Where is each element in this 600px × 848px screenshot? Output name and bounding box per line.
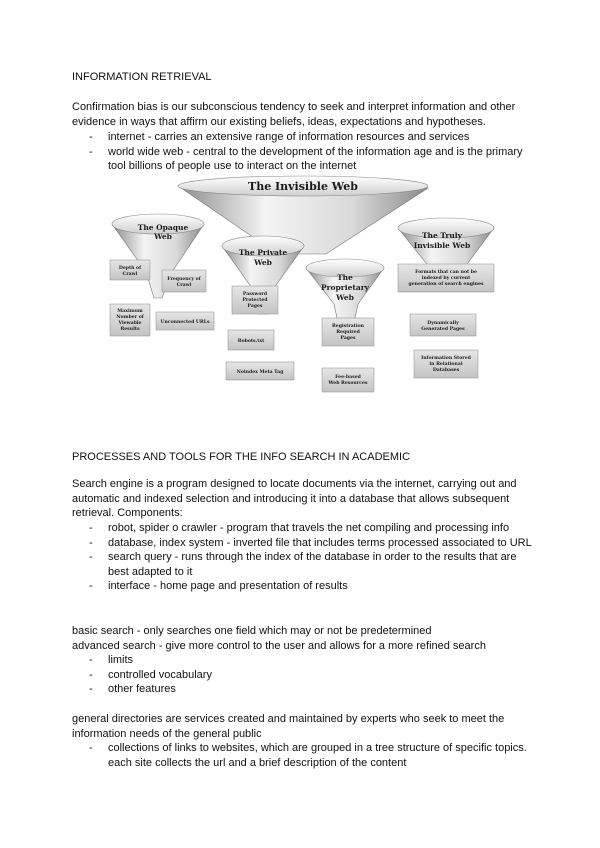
search-engine-paragraph: Search engine is a program designed to locate documents via the internet, carrying out and automatic and indexed selection and introducing it into a database that allows subsequent retrieval. Components:: [72, 478, 517, 520]
section-heading-processes-tools: PROCESSES AND TOOLS FOR THE INFO SEARCH IN ACADEMIC: [72, 451, 411, 463]
list-item: - world wide web - central to the development of the information age and is the primary tool billions of people use to interact on the internet: [72, 145, 532, 174]
svg-text:Registration: Registration: [331, 324, 365, 329]
private-title-1: The Private: [238, 248, 288, 257]
section-heading-information-retrieval: INFORMATION RETRIEVAL: [72, 71, 212, 83]
svg-text:Depth of: Depth of: [118, 266, 142, 271]
advanced-search-line: advanced search - give more control to the user and allows for a more refined search: [72, 640, 486, 652]
svg-text:Protected: Protected: [242, 298, 268, 303]
opaque-box-frequency: [162, 270, 206, 292]
basic-search-line: basic search - only searches one field which may or not be predetermined: [72, 625, 432, 637]
components-bullet-list: [72, 521, 532, 594]
list-item: - other features: [72, 682, 532, 697]
svg-text:generation of search engines: generation of search engines: [408, 282, 484, 287]
diagram-title: The Invisible Web: [248, 180, 358, 193]
svg-text:Maximum: Maximum: [117, 309, 143, 314]
svg-text:Crawl: Crawl: [176, 283, 192, 288]
main-funnel: [178, 176, 428, 254]
svg-text:Frequency of: Frequency of: [167, 277, 201, 282]
svg-text:Unconnected URLs: Unconnected URLs: [160, 320, 210, 325]
advanced-features-list: [72, 653, 532, 697]
private-box-robots: [228, 330, 274, 350]
truly-title-2: Invisible Web: [413, 241, 471, 250]
invisible-web-diagram: [108, 172, 500, 412]
opaque-title-1: The Opaque: [137, 223, 189, 232]
list-item: - controlled vocabulary: [72, 668, 532, 683]
confirmation-bias-paragraph: Confirmation bias is our subconscious tendency to seek and interpret information and other evidence in ways that affirm our existing beliefs, ideas, expectations and hypotheses.: [72, 101, 516, 128]
opaque-box-maximum: [110, 304, 150, 336]
proprietary-title-3: Web: [336, 293, 354, 302]
svg-text:Pages: Pages: [247, 304, 263, 309]
truly-box-formats: [398, 264, 494, 292]
opaque-box-unconnected: [156, 312, 214, 330]
web-bullet-list: [72, 130, 532, 174]
list-item: - internet - carries an extensive range of information resources and services: [72, 130, 532, 145]
proprietary-box-registration: [322, 318, 374, 346]
svg-text:Generated Pages: Generated Pages: [421, 327, 465, 332]
directories-bullet-list: [72, 741, 532, 770]
svg-text:Databases: Databases: [432, 368, 460, 373]
opaque-title-2: Web: [154, 232, 172, 241]
svg-text:Dynamically: Dynamically: [427, 321, 459, 326]
list-item: - limits: [72, 653, 532, 668]
proprietary-title-2: Proprietary: [320, 283, 370, 292]
svg-text:Pages: Pages: [340, 336, 356, 341]
truly-box-dynamic: [410, 314, 476, 336]
private-box-password: [232, 286, 278, 314]
svg-text:Fee-based: Fee-based: [335, 375, 361, 380]
svg-text:Results: Results: [120, 327, 140, 332]
svg-text:Robots.txt: Robots.txt: [237, 339, 265, 344]
list-item: - robot, spider o crawler - program that travels the net compiling and processing info: [72, 521, 532, 536]
proprietary-box-fee: [322, 368, 374, 392]
private-box-noindex: [226, 362, 294, 380]
private-title-2: Web: [254, 258, 272, 267]
svg-text:indexed by current: indexed by current: [421, 276, 471, 281]
truly-box-relational: [414, 350, 478, 378]
svg-text:in Relational: in Relational: [429, 362, 463, 367]
list-item: - collections of links to websites, which are grouped in a tree structure of specific topics. each site collects the url and a brief description of the content: [72, 741, 532, 770]
truly-title-1: The Truly: [421, 231, 463, 240]
list-item: - search query - runs through the index of the database in order to the results that are best adapted to it: [72, 550, 532, 579]
proprietary-title-1: The: [337, 273, 353, 282]
svg-text:Formats that can not be: Formats that can not be: [415, 270, 477, 275]
opaque-box-depth: [110, 260, 150, 280]
list-item: - interface - home page and presentation of results: [72, 579, 532, 594]
svg-text:Viewable: Viewable: [118, 321, 142, 326]
svg-text:Password: Password: [242, 292, 268, 297]
svg-text:Required: Required: [336, 330, 360, 335]
svg-text:Noindex Meta Tag: Noindex Meta Tag: [236, 370, 284, 375]
svg-text:Web Resources: Web Resources: [328, 381, 368, 386]
svg-text:Information Stored: Information Stored: [421, 356, 471, 361]
svg-text:Crawl: Crawl: [122, 272, 138, 277]
list-item: - database, index system - inverted file that includes terms processed associated to URL: [72, 536, 532, 551]
general-directories-paragraph: general directories are services created and maintained by experts who seek to meet the information needs of the general public: [72, 713, 505, 740]
svg-text:Number of: Number of: [116, 315, 144, 320]
